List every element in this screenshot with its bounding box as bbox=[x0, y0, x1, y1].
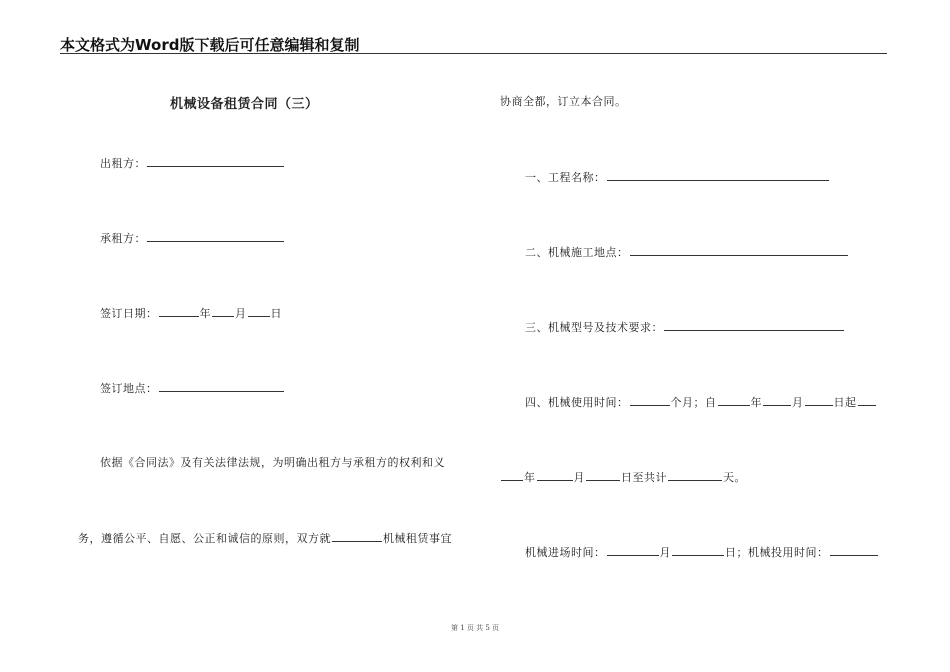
intro-line: 协商全都，订立本合同。 bbox=[500, 95, 627, 108]
end-month-label: 月 bbox=[573, 471, 585, 484]
basis-text-b: 机械租赁事宜 bbox=[383, 532, 452, 545]
entry-time-label: 机械进场时间： bbox=[525, 546, 606, 559]
start-year-label: 年 bbox=[750, 396, 762, 409]
lessee-line bbox=[100, 229, 285, 246]
sign-year-label: 年 bbox=[199, 307, 211, 320]
contract-title: 机械设备租赁合同（三） bbox=[170, 97, 319, 112]
sign-place-line bbox=[100, 379, 285, 396]
start-day-blank bbox=[805, 393, 833, 406]
header-divider bbox=[60, 53, 887, 54]
lessor-label: 出租方： bbox=[100, 157, 146, 170]
start-year-blank bbox=[718, 393, 750, 406]
days-text: 天。 bbox=[723, 471, 746, 484]
sign-month-label: 月 bbox=[235, 307, 247, 320]
sign-day-blank bbox=[248, 304, 270, 317]
model-label: 三、机械型号及技术要求： bbox=[525, 321, 663, 334]
item1-line bbox=[525, 168, 830, 185]
sign-place-blank bbox=[159, 379, 284, 392]
end-year-label: 年 bbox=[524, 471, 536, 484]
item4-line bbox=[525, 393, 877, 410]
equipment-blank bbox=[332, 529, 382, 542]
lessor-line bbox=[100, 154, 285, 171]
lessee-label: 承租方： bbox=[100, 232, 146, 245]
start-month-blank bbox=[763, 393, 791, 406]
sign-date-line bbox=[100, 304, 282, 321]
lessee-blank bbox=[147, 229, 284, 242]
months-blank bbox=[630, 393, 670, 406]
end-month-blank bbox=[537, 468, 573, 481]
sign-month-blank bbox=[212, 304, 234, 317]
page-number: 第 1 页 共 5 页 bbox=[450, 624, 500, 632]
document-header: 本文格式为Word版下载后可任意编辑和复制 bbox=[60, 36, 360, 54]
model-blank bbox=[664, 318, 844, 331]
project-name-blank bbox=[607, 168, 829, 181]
sign-date-label: 签订日期： bbox=[100, 307, 158, 320]
entry-time-line bbox=[525, 543, 879, 560]
total-text: 日至共计 bbox=[621, 471, 667, 484]
start-day-label: 日起 bbox=[833, 396, 857, 409]
end-day-blank bbox=[586, 468, 620, 481]
item4-continuation bbox=[500, 468, 746, 485]
lessor-blank bbox=[147, 154, 284, 167]
sign-day-label: 日 bbox=[270, 307, 282, 320]
entry-day-blank bbox=[672, 543, 724, 556]
start-month-label: 月 bbox=[792, 396, 804, 409]
usage-time-label: 四、机械使用时间： bbox=[525, 396, 629, 409]
total-days-blank bbox=[668, 468, 722, 481]
item3-line bbox=[525, 318, 845, 335]
site-label: 二、机械施工地点： bbox=[525, 246, 629, 259]
site-blank bbox=[630, 243, 848, 256]
sign-place-label: 签订地点： bbox=[100, 382, 158, 395]
project-name-label: 一、工程名称： bbox=[525, 171, 606, 184]
end-year-blank bbox=[501, 468, 523, 481]
entry-month-blank bbox=[607, 543, 659, 556]
entry-month-label: 月 bbox=[659, 546, 671, 559]
sign-year-blank bbox=[159, 304, 199, 317]
operation-time-blank bbox=[830, 543, 878, 556]
item2-line bbox=[525, 243, 849, 260]
trailing-blank bbox=[858, 393, 876, 406]
basis-paragraph-line1: 依据《合同法》及有关法律法规，为明确出租方与承租方的权利和义 bbox=[100, 456, 445, 469]
operation-time-label: 日；机械投用时间： bbox=[725, 546, 829, 559]
basis-text-a: 务，遵循公平、自愿、公正和诚信的原则，双方就 bbox=[78, 532, 331, 545]
basis-paragraph-line2 bbox=[78, 529, 452, 546]
months-text: 个月；自 bbox=[670, 396, 717, 409]
